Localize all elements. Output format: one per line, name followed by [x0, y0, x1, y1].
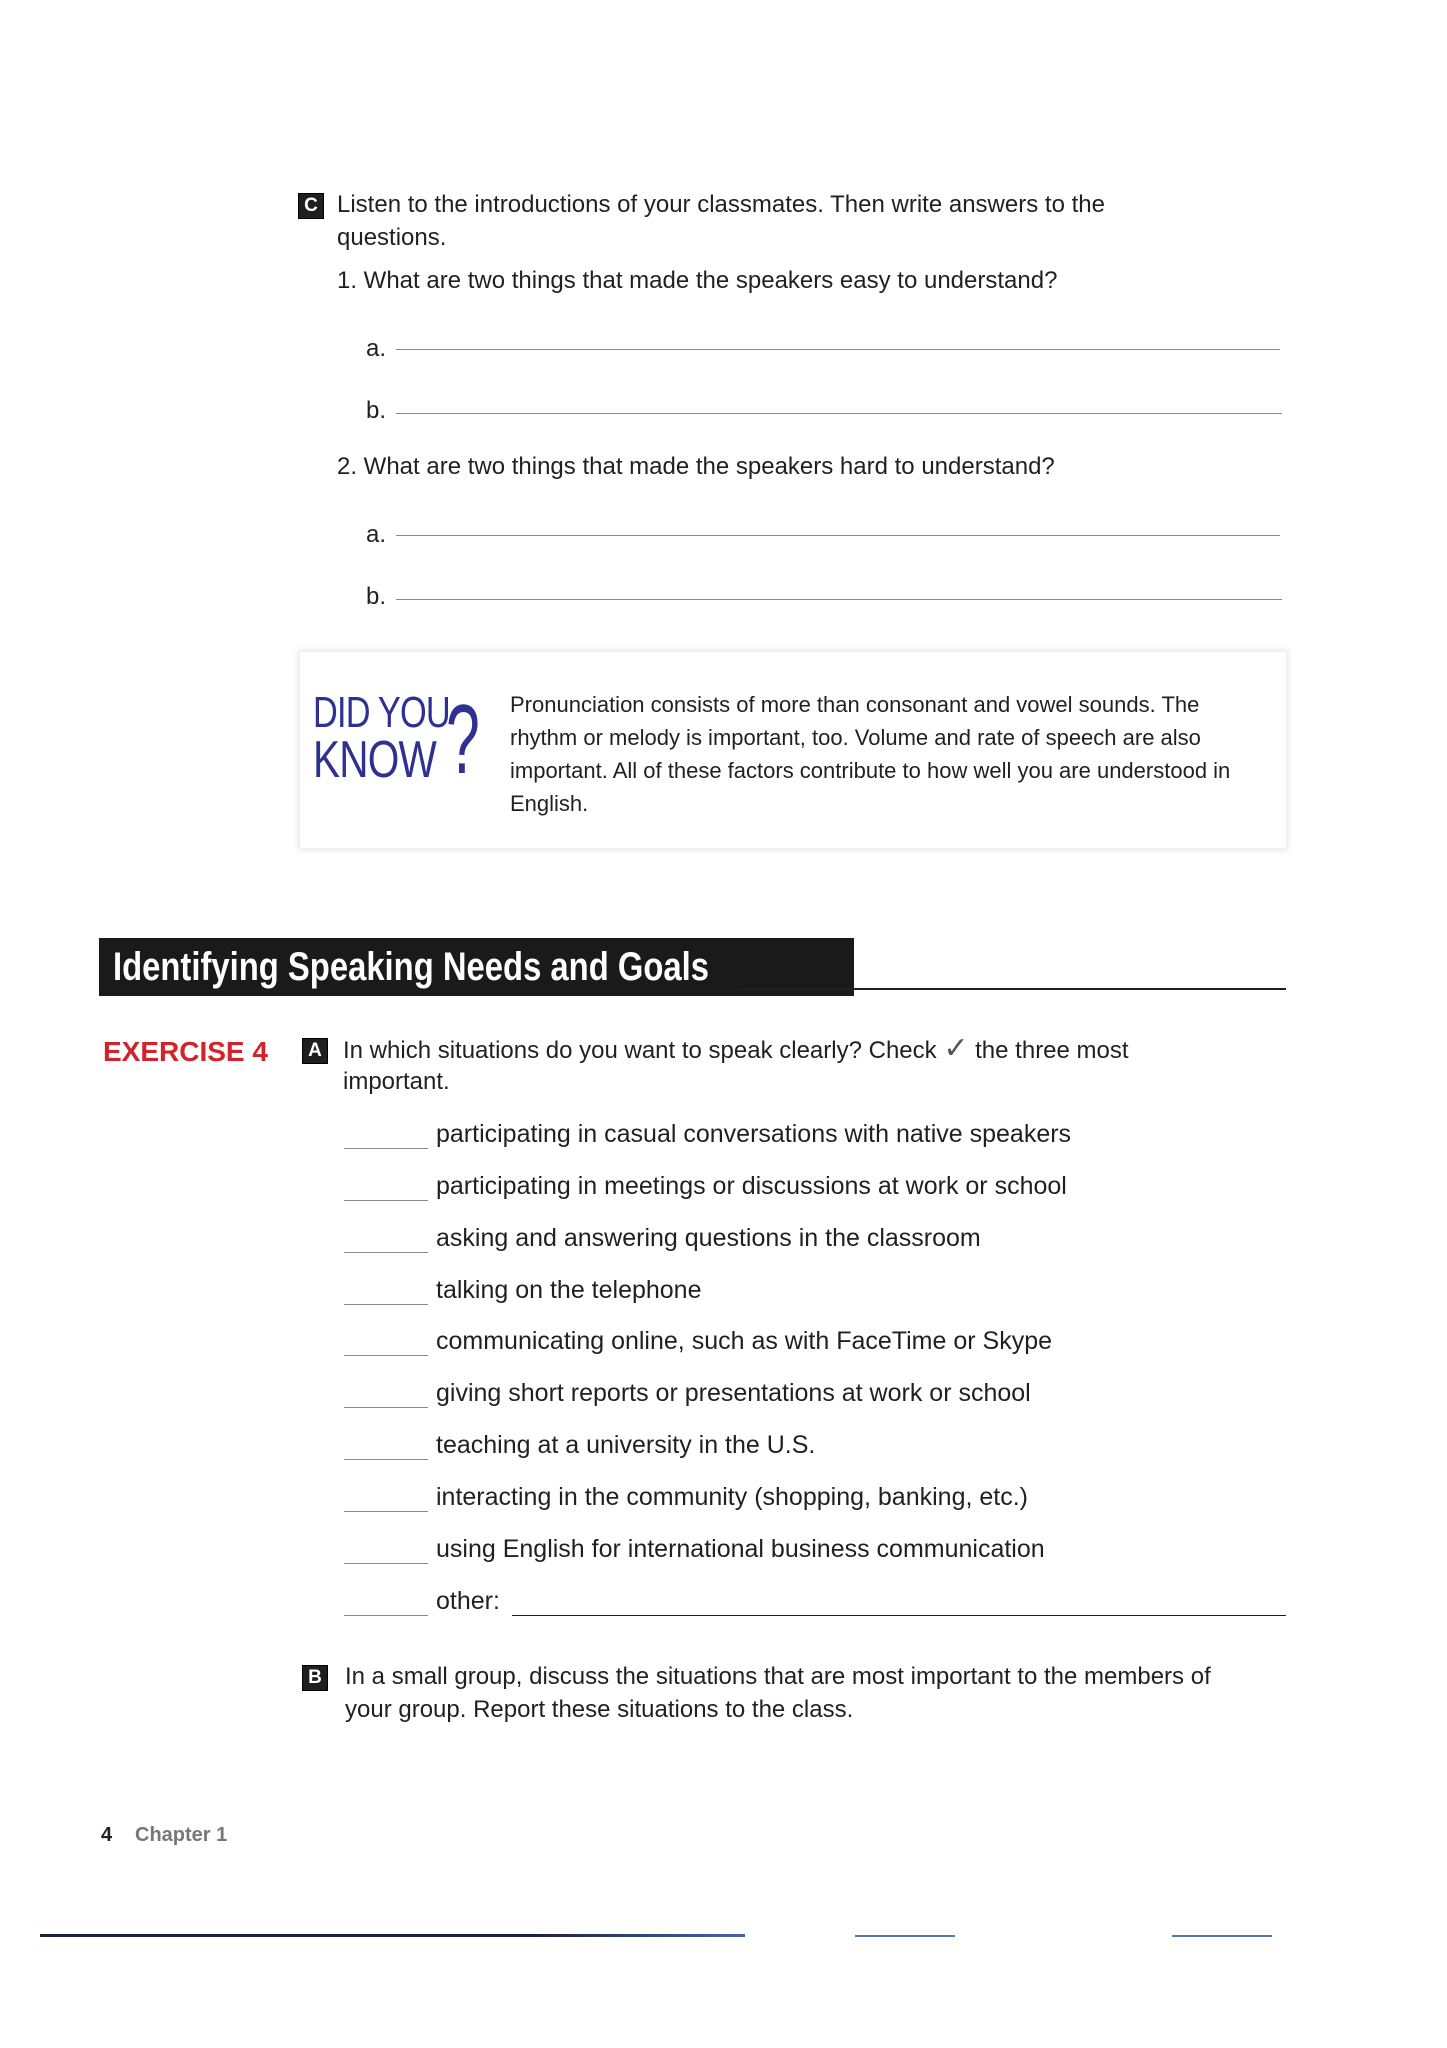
option-text: communicating online, such as with FaceTime or Skype [436, 1327, 1053, 1355]
option-row [344, 1170, 1294, 1204]
option-check-blank[interactable] [344, 1304, 428, 1305]
q2-letter-b: b. [366, 583, 387, 610]
part-a-instruction-before: In which situations do you want to speak clearly? Check [343, 1037, 937, 1064]
did-you-know-text: Pronunciation consists of more than consonant and vowel sounds. The rhythm or melody is important, too. Volume and rate of speech are also important. All of these factors contribute to how well you are understood in English. [510, 692, 1231, 816]
option-row [344, 1222, 1294, 1256]
option-check-blank[interactable] [344, 1148, 428, 1149]
q1-answer-b-line[interactable] [396, 413, 1282, 414]
option-row-other [344, 1585, 1294, 1619]
footer-rule-segment [1172, 1935, 1272, 1937]
option-check-blank[interactable] [344, 1407, 428, 1408]
did-you-know-title-line2: KNOW [313, 731, 437, 789]
checkmark-icon: ✓ [943, 1031, 969, 1066]
option-text: giving short reports or presentations at work or school [436, 1379, 1031, 1407]
q1-letter-a: a. [366, 335, 387, 362]
option-text: participating in casual conversations with native speakers [436, 1120, 1072, 1148]
option-row [344, 1118, 1294, 1152]
question-2: 2. What are two things that made the speakers hard to understand? [337, 453, 1055, 480]
did-you-know-title-line1: DID YOU [313, 688, 450, 737]
option-row [344, 1325, 1294, 1359]
chapter-label: Chapter 1 [135, 1824, 228, 1846]
part-c-instruction: Listen to the introductions of your classmates. Then write answers to the questions. [337, 191, 1105, 251]
option-row [344, 1481, 1294, 1515]
part-a-badge: A [302, 1038, 328, 1064]
q1-answer-a-line[interactable] [396, 349, 1280, 350]
option-text: asking and answering questions in the classroom [436, 1224, 981, 1252]
part-c-badge: C [298, 193, 324, 219]
option-check-blank[interactable] [344, 1200, 428, 1201]
option-check-blank[interactable] [344, 1511, 428, 1512]
option-row [344, 1377, 1294, 1411]
footer-rule-segment [855, 1935, 955, 1937]
page-number: 4 [101, 1824, 113, 1846]
question-mark-icon: ? [446, 684, 480, 794]
q1-letter-b: b. [366, 397, 387, 424]
part-a-instruction-line2: important. [343, 1068, 450, 1095]
option-row [344, 1274, 1294, 1308]
option-check-blank[interactable] [344, 1459, 428, 1460]
q2-letter-a: a. [366, 521, 387, 548]
option-text: using English for international business communication [436, 1535, 1045, 1563]
part-a-instruction-after: the three most [975, 1037, 1129, 1064]
option-text-other: other: [436, 1587, 500, 1615]
question-1: 1. What are two things that made the speakers easy to understand? [337, 267, 1058, 294]
option-text: teaching at a university in the U.S. [436, 1431, 816, 1459]
footer-rule [40, 1934, 745, 1937]
option-text: talking on the telephone [436, 1276, 702, 1304]
q2-answer-b-line[interactable] [396, 599, 1282, 600]
part-b-badge: B [302, 1665, 328, 1691]
option-check-blank[interactable] [344, 1615, 428, 1616]
option-row [344, 1429, 1294, 1463]
part-a-instruction [343, 1032, 1129, 1067]
option-text: participating in meetings or discussions at work or school [436, 1172, 1067, 1200]
section-title: Identifying Speaking Needs and Goals [113, 945, 709, 989]
part-b-instruction-line2: your group. Report these situations to the class. [345, 1696, 854, 1723]
exercise-label: EXERCISE 4 [103, 1036, 268, 1067]
other-answer-line[interactable] [512, 1615, 1286, 1616]
option-row [344, 1533, 1294, 1567]
option-check-blank[interactable] [344, 1563, 428, 1564]
option-check-blank[interactable] [344, 1252, 428, 1253]
section-divider [740, 988, 1286, 990]
part-b-instruction-line1: In a small group, discuss the situations that are most important to the members of [345, 1663, 1211, 1690]
q2-answer-a-line[interactable] [396, 535, 1280, 536]
option-check-blank[interactable] [344, 1355, 428, 1356]
option-text: interacting in the community (shopping, banking, etc.) [436, 1483, 1028, 1511]
